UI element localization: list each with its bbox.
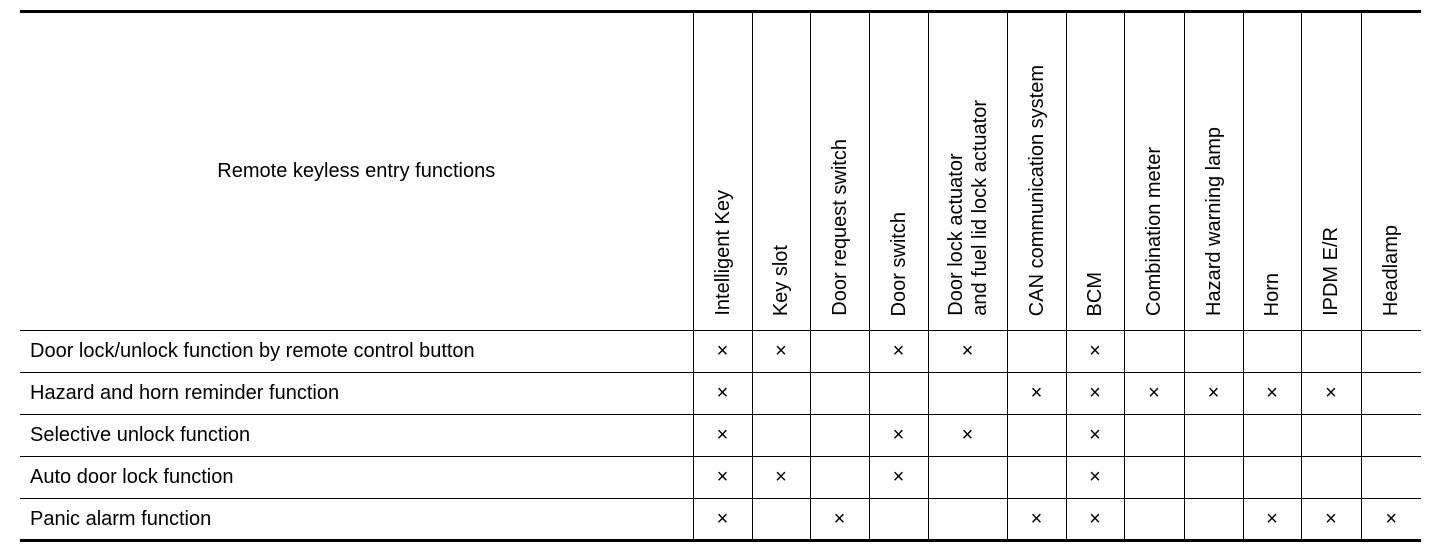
row-label: Auto door lock function <box>20 457 693 499</box>
table-cell: × <box>693 415 752 457</box>
corner-header: Remote keyless entry functions <box>20 12 693 331</box>
table-row <box>20 331 1421 373</box>
column-header <box>1007 12 1066 331</box>
column-header-label: Horn <box>1261 272 1283 316</box>
column-header <box>1066 12 1124 331</box>
header-row <box>20 12 1421 331</box>
component-matrix-table <box>20 10 1421 542</box>
table-cell: × <box>1184 373 1243 415</box>
column-header <box>869 12 928 331</box>
table-cell: × <box>810 499 869 541</box>
table-cell <box>1124 331 1184 373</box>
table-row <box>20 499 1421 541</box>
table-cell <box>1361 415 1421 457</box>
table-cell <box>1301 415 1361 457</box>
table-cell: × <box>693 499 752 541</box>
table-cell: × <box>1066 499 1124 541</box>
column-header-label: Door switch <box>887 211 910 316</box>
table-cell <box>1007 457 1066 499</box>
table-cell <box>928 457 1007 499</box>
column-header-label: Key slot <box>770 244 792 316</box>
table-cell <box>928 499 1007 541</box>
table-cell: × <box>1124 373 1184 415</box>
column-header-label: Combination meter <box>1143 147 1165 316</box>
table-cell: × <box>928 331 1007 373</box>
column-header <box>1124 12 1184 331</box>
table-cell <box>1124 499 1184 541</box>
table-cell: × <box>752 457 810 499</box>
table-cell <box>1184 415 1243 457</box>
column-header-label: BCM <box>1084 271 1106 316</box>
table-cell <box>810 373 869 415</box>
table-cell: × <box>1361 499 1421 541</box>
column-header-label: Door lock actuator and fuel lid lock actuator <box>944 100 991 316</box>
table-cell: × <box>869 331 928 373</box>
table-cell: × <box>1243 373 1301 415</box>
table-cell <box>810 415 869 457</box>
column-header-label: Intelligent Key <box>711 190 734 316</box>
table-cell <box>1361 373 1421 415</box>
column-header-label: Headlamp <box>1380 224 1403 316</box>
table-cell: × <box>752 331 810 373</box>
table-cell <box>1361 457 1421 499</box>
table-cell: × <box>1066 415 1124 457</box>
table-cell <box>1301 331 1361 373</box>
table-cell <box>752 499 810 541</box>
table-cell <box>1243 331 1301 373</box>
column-header-label: Hazard warning lamp <box>1202 127 1225 316</box>
table-cell <box>869 499 928 541</box>
table-cell <box>1301 457 1361 499</box>
table-cell <box>810 457 869 499</box>
table-cell <box>1243 457 1301 499</box>
table-body <box>20 331 1421 541</box>
table-cell: × <box>869 457 928 499</box>
table-cell: × <box>693 373 752 415</box>
column-header <box>693 12 752 331</box>
table-cell <box>752 415 810 457</box>
table-cell: × <box>1301 499 1361 541</box>
column-header <box>1243 12 1301 331</box>
column-header <box>1184 12 1243 331</box>
table-cell: × <box>693 457 752 499</box>
table-cell: × <box>1066 331 1124 373</box>
table-cell <box>752 373 810 415</box>
table-cell <box>810 331 869 373</box>
table-row <box>20 415 1421 457</box>
table-cell: × <box>1007 499 1066 541</box>
column-header-label: Door request switch <box>828 139 851 316</box>
column-header-label: IPDM E/R <box>1320 227 1342 316</box>
column-header <box>752 12 810 331</box>
table-cell: × <box>1066 457 1124 499</box>
table-cell: × <box>869 415 928 457</box>
row-label: Panic alarm function <box>20 499 693 541</box>
table-cell <box>1124 457 1184 499</box>
table-cell: × <box>693 331 752 373</box>
table-cell <box>1007 415 1066 457</box>
table-cell: × <box>1007 373 1066 415</box>
column-header <box>928 12 1007 331</box>
column-header-label: CAN communication system <box>1025 64 1048 316</box>
table-cell <box>928 373 1007 415</box>
table-cell: × <box>1243 499 1301 541</box>
table-cell <box>1124 415 1184 457</box>
column-header <box>1301 12 1361 331</box>
column-header <box>810 12 869 331</box>
table-row <box>20 457 1421 499</box>
table-cell: × <box>1066 373 1124 415</box>
row-label: Hazard and horn reminder function <box>20 373 693 415</box>
table-cell <box>1184 331 1243 373</box>
row-label: Selective unlock function <box>20 415 693 457</box>
table-cell <box>1184 499 1243 541</box>
table-cell <box>1184 457 1243 499</box>
table-cell <box>1007 331 1066 373</box>
table-cell: × <box>1301 373 1361 415</box>
table-cell <box>1243 415 1301 457</box>
table-cell <box>869 373 928 415</box>
row-label: Door lock/unlock function by remote control button <box>20 331 693 373</box>
table-cell: × <box>928 415 1007 457</box>
table-row <box>20 373 1421 415</box>
table-cell <box>1361 331 1421 373</box>
column-header <box>1361 12 1421 331</box>
